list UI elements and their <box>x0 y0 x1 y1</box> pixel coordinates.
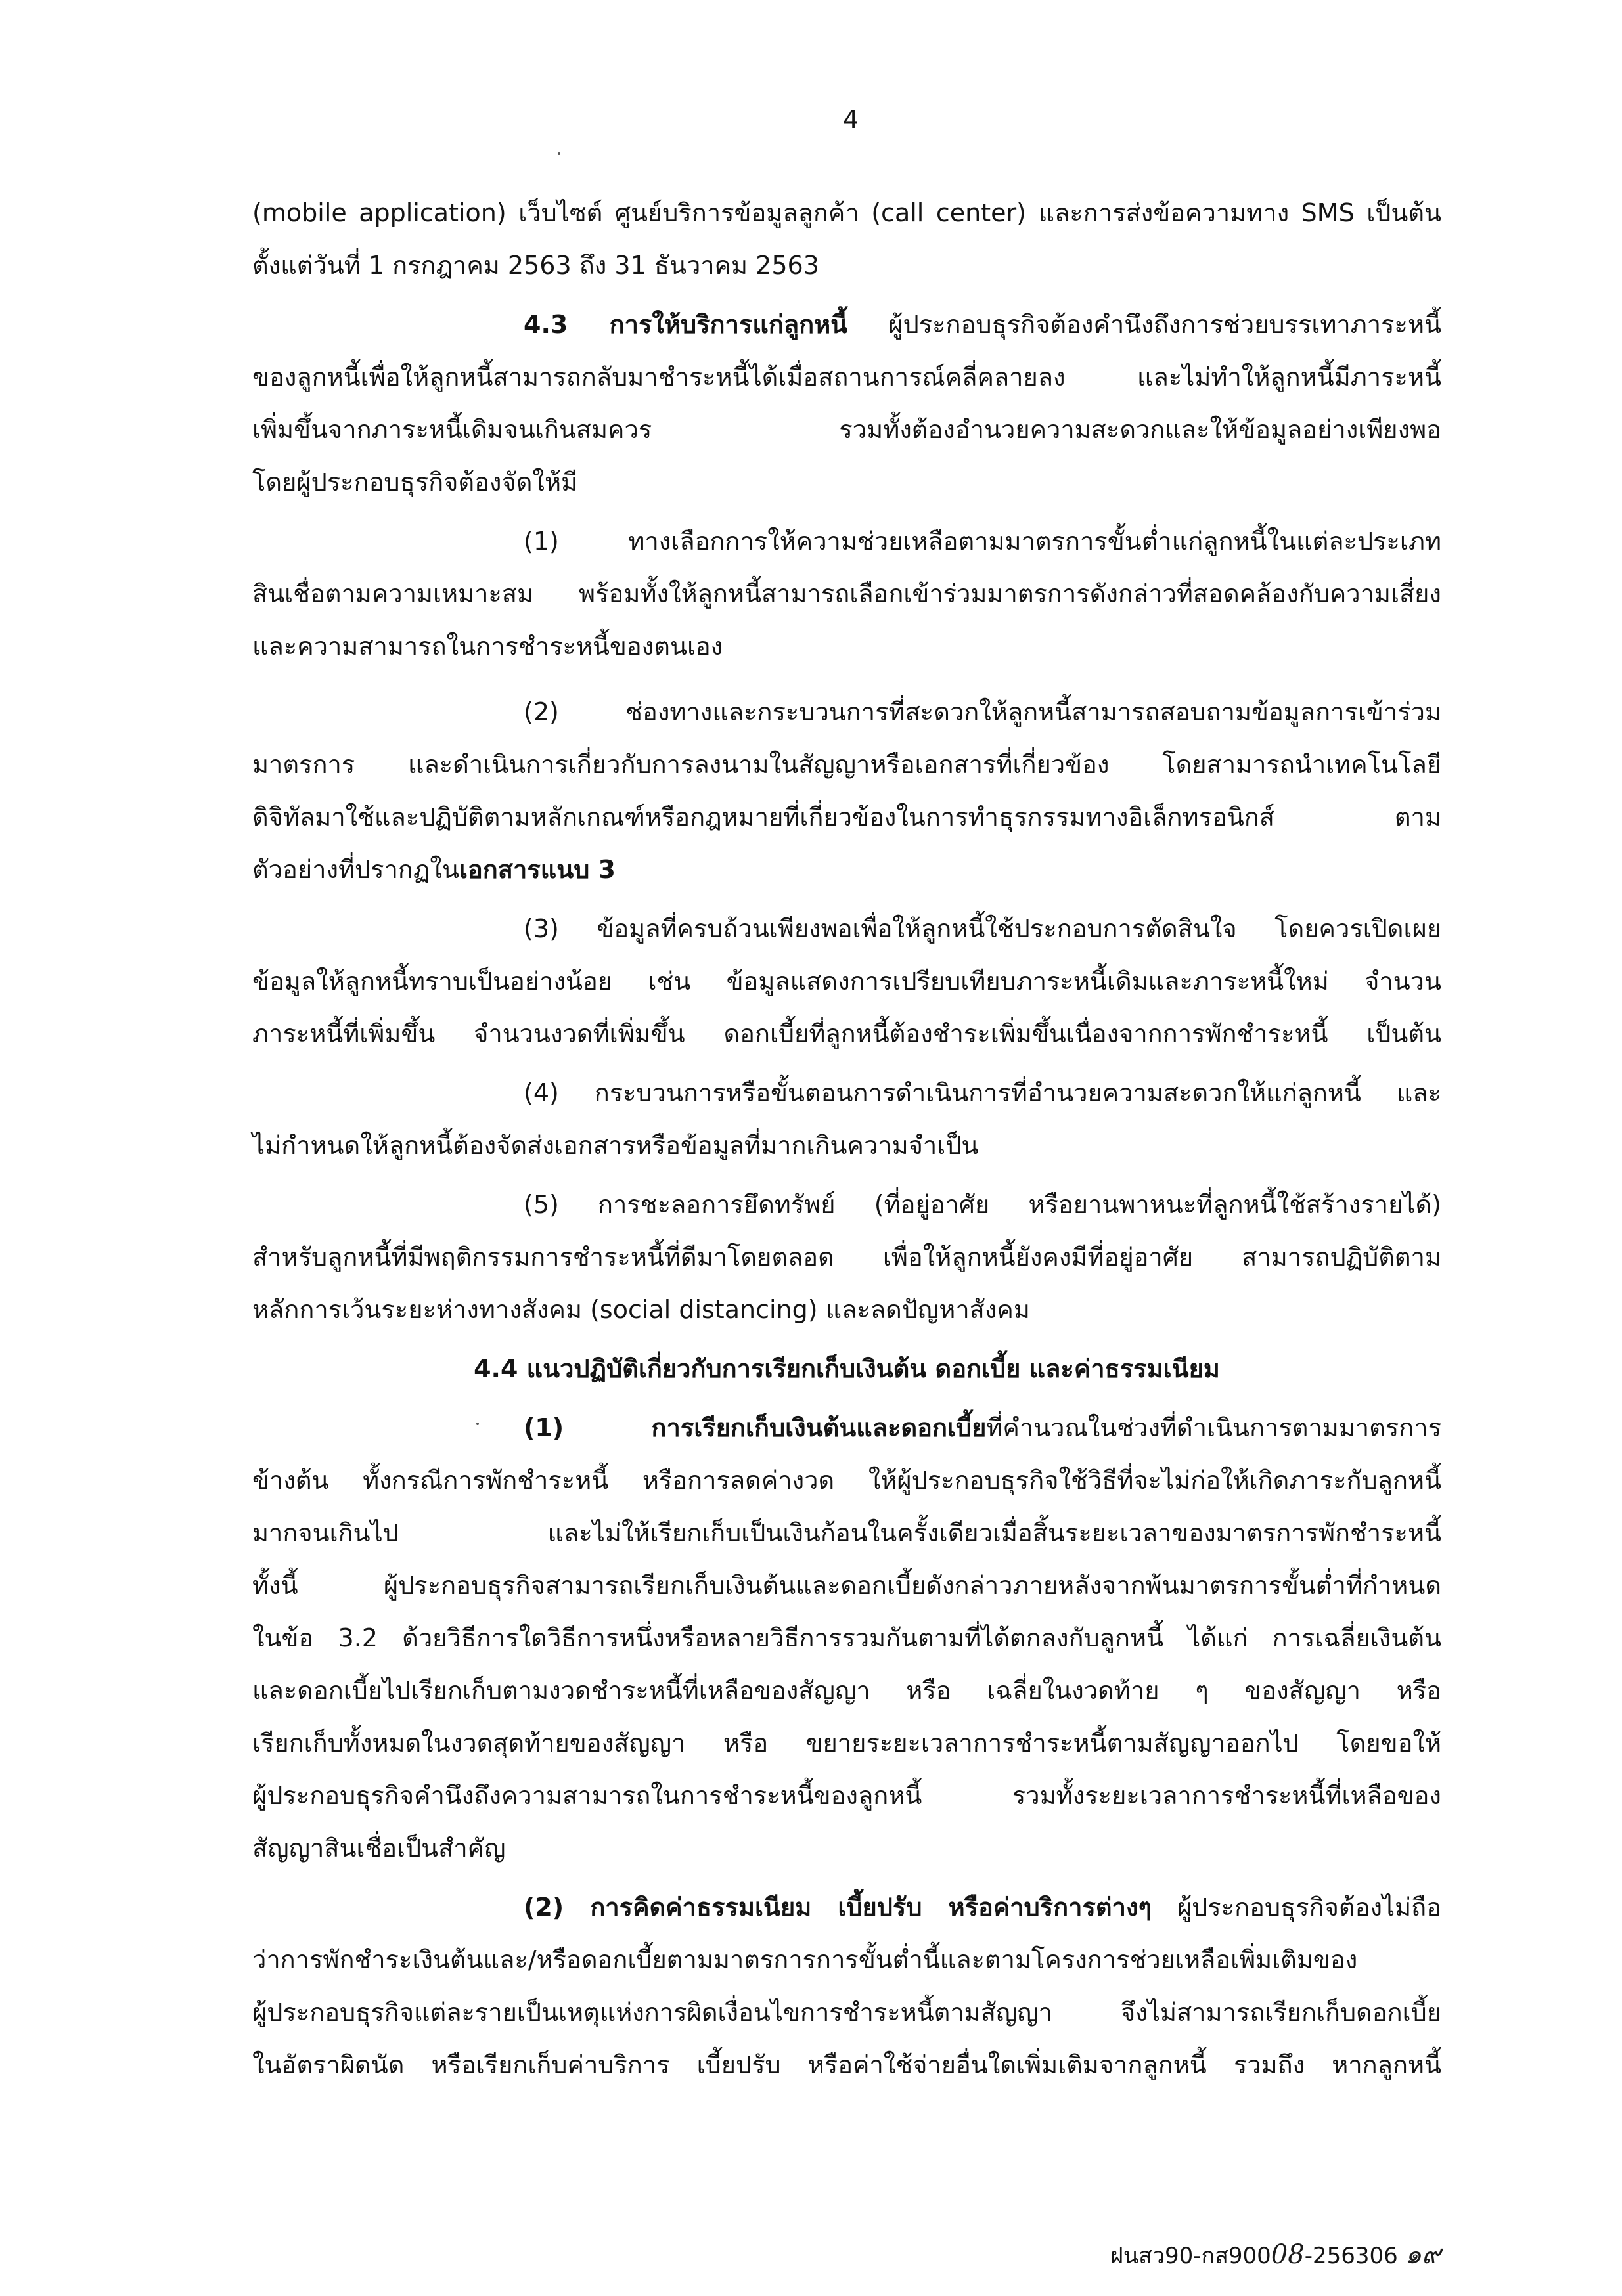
paragraph-line: สัญญาสินเชื่อเป็นสำคัญ <box>252 1834 506 1863</box>
paragraph-text: ที่คำนวณในช่วงที่ดำเนินการตามมาตรการ <box>986 1413 1441 1442</box>
handwritten-digits: 08 <box>1271 2240 1305 2270</box>
paragraph-line: เพิ่มขึ้นจากภาระหนี้เดิมจนเกินสมควร รวมทั้งต้องอำนวยความสะดวกและให้ข้อมูลอย่างเพียงพอ <box>252 415 1441 444</box>
paragraph-line: ตั้งแต่วันที่ 1 กรกฎาคม 2563 ถึง 31 ธันวาคม 2563 <box>252 251 819 280</box>
paragraph-line: ข้างต้น ทั้งกรณีการพักชำระหนี้ หรือการลดค่างวด ให้ผู้ประกอบธุรกิจใช้วิธีที่จะไม่ก่อให้เกิดภาระกับลูกหนี้ <box>252 1466 1441 1495</box>
paragraph-line: และดอกเบี้ยไปเรียกเก็บตามงวดชำระหนี้ที่เหลือของสัญญา หรือ เฉลี่ยในงวดท้าย ๆ ของสัญญา หรือ <box>252 1676 1441 1705</box>
reference-code-tail: -256306 <box>1304 2243 1398 2269</box>
paragraph-text: ตัวอย่างที่ปรากฏใน <box>252 855 459 884</box>
paragraph-line: สินเชื่อตามความเหมาะสม พร้อมทั้งให้ลูกหนี้สามารถเลือกเข้าร่วมมาตรการดังกล่าวที่สอดคล้องกับความเสี่ยง <box>252 579 1441 608</box>
list-item-line: (1) ทางเลือกการให้ความช่วยเหลือตามมาตรการขั้นต่ำแก่ลูกหนี้ในแต่ละประเภท <box>524 527 1441 556</box>
subsection-heading: (1) การเรียกเก็บเงินต้นและดอกเบี้ย <box>524 1413 987 1442</box>
paragraph-line: มาตรการ และดำเนินการเกี่ยวกับการลงนามในสัญญาหรือเอกสารที่เกี่ยวข้อง โดยสามารถนำเทคโนโลยี <box>252 750 1441 779</box>
document-reference-code <box>1110 2233 1441 2275</box>
handwritten-page-mark: ๑๙ <box>1405 2240 1441 2270</box>
paragraph-text: ผู้ประกอบธุรกิจต้องคำนึงถึงการช่วยบรรเทาภาระหนี้ <box>847 310 1441 339</box>
page-number: 4 <box>842 105 859 134</box>
list-item-line: (5) การชะลอการยึดทรัพย์ (ที่อยู่อาศัย หรือยานพาหนะที่ลูกหนี้ใช้สร้างรายได้) <box>524 1190 1441 1219</box>
subsection-line <box>524 1408 1441 1447</box>
paragraph-line: และความสามารถในการชำระหนี้ของตนเอง <box>252 632 723 661</box>
paragraph-line: ในข้อ 3.2 ด้วยวิธีการใดวิธีการหนึ่งหรือหลายวิธีการรวมกันตามที่ได้ตกลงกับลูกหนี้ ได้แก่ การเฉลี่ยเงินต้น <box>252 1623 1441 1652</box>
paragraph-line: ภาระหนี้ที่เพิ่มขึ้น จำนวนงวดที่เพิ่มขึ้น ดอกเบี้ยที่ลูกหนี้ต้องชำระเพิ่มขึ้นเนื่องจากการพักชำระหนี้ เป็นต้น <box>252 1019 1441 1048</box>
paragraph-line: ผู้ประกอบธุรกิจคำนึงถึงความสามารถในการชำระหนี้ของลูกหนี้ รวมทั้งระยะเวลาการชำระหนี้ที่เหลือของ <box>252 1781 1441 1810</box>
paragraph-line: ดิจิทัลมาใช้และปฏิบัติตามหลักเกณฑ์หรือกฎหมายที่เกี่ยวข้องในการทำธุรกรรมทางอิเล็กทรอนิกส์ ตาม <box>252 803 1441 831</box>
reference-code: ฝนสว90-กส900 <box>1110 2243 1271 2269</box>
paragraph-line: มากจนเกินไป และไม่ให้เรียกเก็บเป็นเงินก้อนในครั้งเดียวเมื่อสิ้นระยะเวลาของมาตรการพักชำระหนี้ <box>252 1518 1441 1547</box>
list-item-line: (3) ข้อมูลที่ครบถ้วนเพียงพอเพื่อให้ลูกหนี้ใช้ประกอบการตัดสินใจ โดยควรเปิดเผย <box>524 914 1441 943</box>
scan-speck <box>476 1423 479 1425</box>
paragraph-line: (mobile application) เว็บไซต์ ศูนย์บริการข้อมูลลูกค้า (call center) และการส่งข้อความทาง SMS เป็นต้น <box>252 198 1441 227</box>
paragraph-line: เรียกเก็บทั้งหมดในงวดสุดท้ายของสัญญา หรือ ขยายระยะเวลาการชำระหนี้ตามสัญญาออกไป โดยขอให้ <box>252 1729 1441 1757</box>
paragraph-line: ข้อมูลให้ลูกหนี้ทราบเป็นอย่างน้อย เช่น ข้อมูลแสดงการเปรียบเทียบภาระหนี้เดิมและภาระหนี้ใหม่ จำนวน <box>252 967 1441 996</box>
paragraph-line: ในอัตราผิดนัด หรือเรียกเก็บค่าบริการ เบี้ยปรับ หรือค่าใช้จ่ายอื่นใดเพิ่มเติมจากลูกหนี้ รวมถึง หากลูกหนี้ <box>252 2050 1441 2079</box>
paragraph-line: ทั้งนี้ ผู้ประกอบธุรกิจสามารถเรียกเก็บเงินต้นและดอกเบี้ยดังกล่าวภายหลังจากพ้นมาตรการขั้นต่ำที่กำหนด <box>252 1571 1441 1600</box>
list-item-line: (2) ช่องทางและกระบวนการที่สะดวกให้ลูกหนี้สามารถสอบถามข้อมูลการเข้าร่วม <box>524 697 1441 726</box>
attachment-reference: เอกสารแนบ 3 <box>459 855 616 884</box>
paragraph-line: ของลูกหนี้เพื่อให้ลูกหนี้สามารถกลับมาชำระหนี้ได้เมื่อสถานการณ์คลี่คลายลง และไม่ทำให้ลูกหนี้มีภาระหนี้ <box>252 363 1441 391</box>
paragraph-line: สำหรับลูกหนี้ที่มีพฤติกรรมการชำระหนี้ที่ดีมาโดยตลอด เพื่อให้ลูกหนี้ยังคงมีที่อยู่อาศัย สามารถปฏิบัติตาม <box>252 1243 1441 1271</box>
subsection-line <box>524 1888 1441 1927</box>
section-4-3-line <box>524 305 1441 344</box>
paragraph-text: ผู้ประกอบธุรกิจต้องไม่ถือ <box>1151 1893 1441 1922</box>
paragraph-line: ไม่กำหนดให้ลูกหนี้ต้องจัดส่งเอกสารหรือข้อมูลที่มากเกินความจำเป็น <box>252 1131 979 1160</box>
attachment-reference-line <box>252 850 616 889</box>
subsection-heading: (2) การคิดค่าธรรมเนียม เบี้ยปรับ หรือค่าบริการต่างๆ <box>524 1893 1152 1922</box>
paragraph-line: ว่าการพักชำระเงินต้นและ/หรือดอกเบี้ยตามมาตรการการขั้นต่ำนี้และตามโครงการช่วยเหลือเพิ่มเติมของ <box>252 1945 1358 1974</box>
list-item-line: (4) กระบวนการหรือขั้นตอนการดำเนินการที่อำนวยความสะดวกให้แก่ลูกหนี้ และ <box>524 1078 1441 1107</box>
paragraph-line: ผู้ประกอบธุรกิจแต่ละรายเป็นเหตุแห่งการผิดเงื่อนไขการชำระหนี้ตามสัญญา จึงไม่สามารถเรียกเก็บดอกเบี้ย <box>252 1998 1441 2027</box>
section-heading: 4.3 การให้บริการแก่ลูกหนี้ <box>524 310 848 339</box>
section-4-4-heading: 4.4 แนวปฏิบัติเกี่ยวกับการเรียกเก็บเงินต้น ดอกเบี้ย และค่าธรรมเนียม <box>474 1354 1220 1383</box>
paragraph-line: โดยผู้ประกอบธุรกิจต้องจัดให้มี <box>252 468 578 497</box>
paragraph-line: หลักการเว้นระยะห่างทางสังคม (social distancing) และลดปัญหาสังคม <box>252 1295 1030 1324</box>
scan-speck <box>558 152 560 155</box>
